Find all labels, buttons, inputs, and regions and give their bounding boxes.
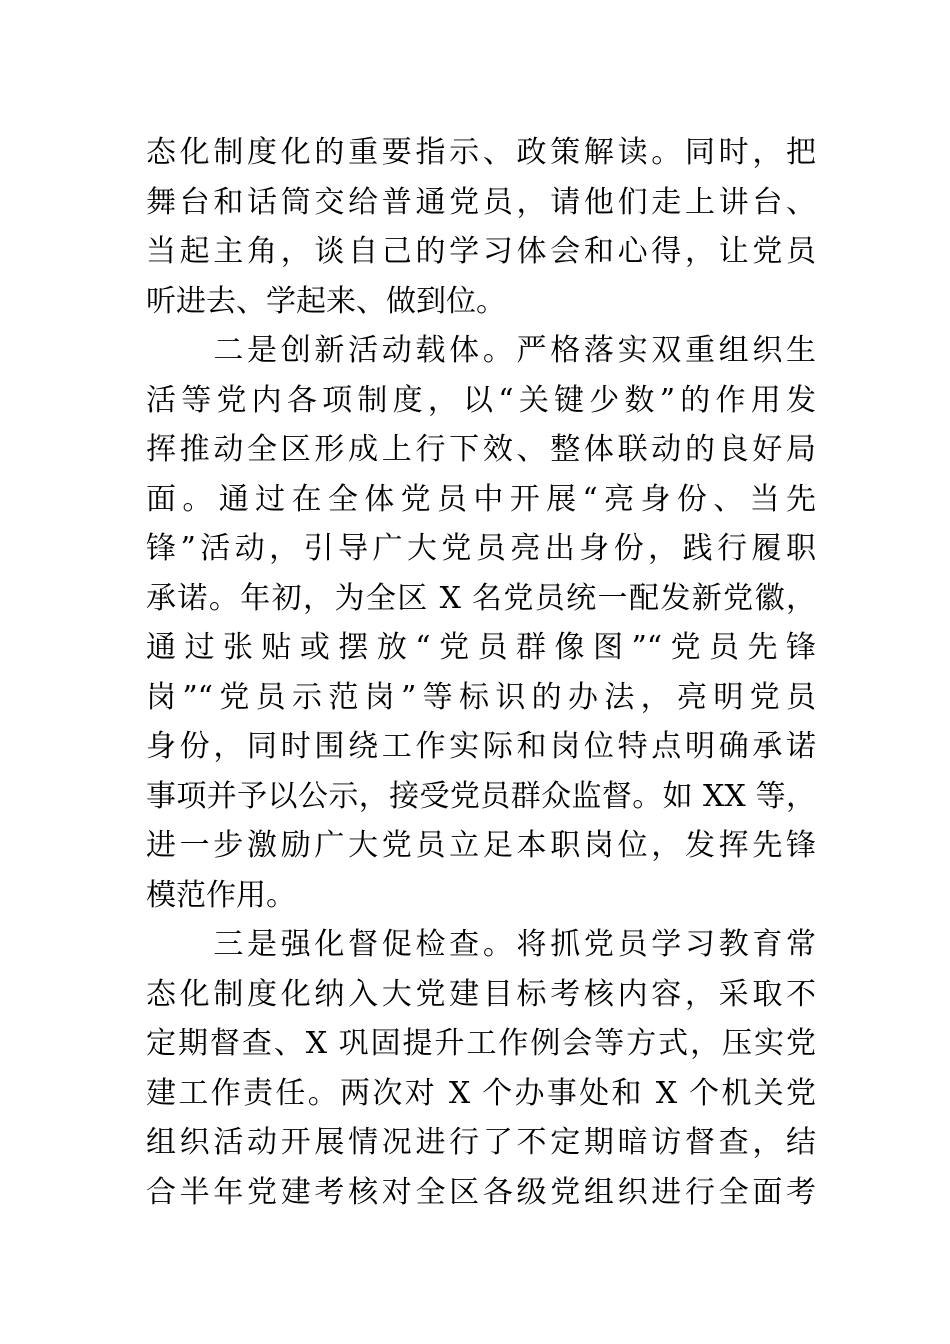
text-line: 组织活动开展情况进行了不定期暗访督查，结 xyxy=(146,1125,816,1160)
paragraph-2 xyxy=(146,326,816,920)
text-line: 承诺。年初，为全区 X 名党员统一配发新党徽， xyxy=(146,580,816,616)
document-body xyxy=(146,128,816,1217)
paragraph-3 xyxy=(146,920,816,1217)
text-line: 三是强化督促检查。将抓党员学习教育常 xyxy=(146,927,816,962)
text-line: 定期督查、X 巩固提升工作例会等方式，压实党 xyxy=(146,1026,816,1061)
text-line: 模范作用。 xyxy=(146,877,296,913)
text-line: 活等党内各项制度，以“关键少数”的作用发 xyxy=(146,382,816,418)
text-line: 事项并予以公示，接受党员群众监督。如 XX 等， xyxy=(146,778,816,814)
text-line: 二是创新活动载体。严格落实双重组织生 xyxy=(146,333,816,368)
text-line: 进一步激励广大党员立足本职岗位，发挥先锋 xyxy=(146,828,816,863)
text-line: 合半年党建考核对全区各级党组织进行全面考 xyxy=(146,1174,816,1210)
text-line: 听进去、学起来、做到位。 xyxy=(146,283,506,319)
text-line: 通过张贴或摆放“党员群像图”“党员先锋 xyxy=(146,630,816,665)
text-line: 舞台和话筒交给普通党员，请他们走上讲台、 xyxy=(146,184,816,220)
text-line: 身份，同时围绕工作实际和岗位特点明确承诺 xyxy=(146,729,816,764)
paragraph-1 xyxy=(146,128,816,326)
text-line: 锋”活动，引导广大党员亮出身份，践行履职 xyxy=(146,531,816,566)
text-line: 挥推动全区形成上行下效、整体联动的良好局 xyxy=(146,432,816,467)
text-line: 建工作责任。两次对 X 个办事处和 X 个机关党 xyxy=(146,1075,816,1111)
text-line: 岗”“党员示范岗”等标识的办法，亮明党员 xyxy=(146,679,816,715)
text-line: 态化制度化纳入大党建目标考核内容，采取不 xyxy=(146,976,816,1012)
text-line: 面。通过在全体党员中开展“亮身份、当先 xyxy=(146,481,816,517)
text-line: 当起主角，谈自己的学习体会和心得，让党员 xyxy=(146,234,816,269)
text-line: 态化制度化的重要指示、政策解读。同时，把 xyxy=(146,135,816,170)
